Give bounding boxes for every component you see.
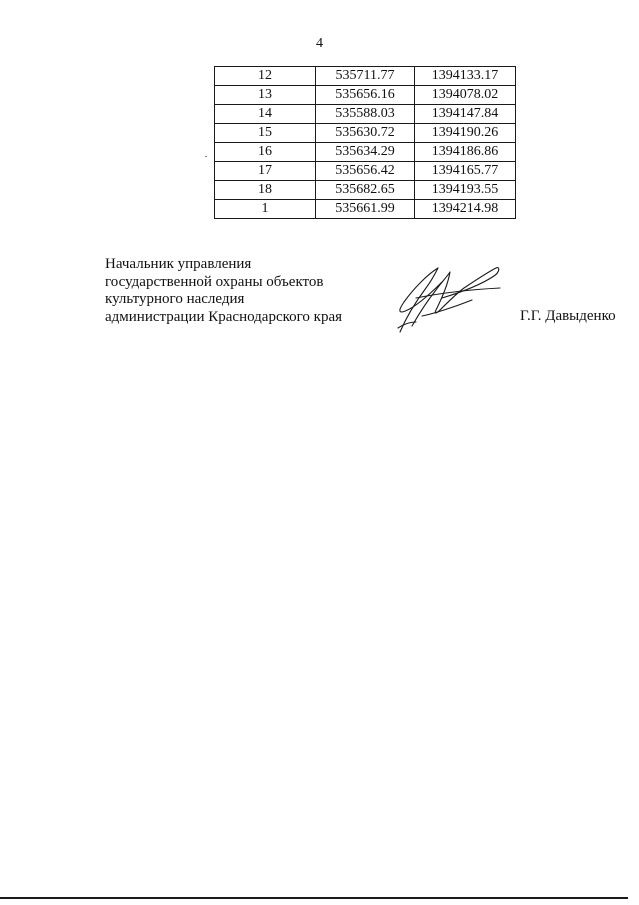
- handwritten-signature: [392, 258, 504, 334]
- y-coordinate-cell: 1394214.98: [415, 200, 516, 219]
- page-number: 4: [316, 36, 323, 51]
- table-row: [215, 143, 516, 162]
- signer-title-line: государственной охраны объектов: [105, 273, 324, 290]
- x-coordinate-cell: 535656.16: [316, 86, 415, 105]
- signer-title-line: культурного наследия: [105, 291, 245, 307]
- signer-title-line: администрации Краснодарского края: [105, 308, 343, 325]
- table-row: [215, 200, 516, 219]
- table-row: [215, 124, 516, 143]
- point-number-cell: 16: [215, 143, 316, 162]
- table-row: [215, 181, 516, 200]
- coordinates-table-body: [215, 67, 516, 219]
- point-number-cell: 13: [215, 86, 316, 105]
- table-row: [215, 86, 516, 105]
- scan-speck: [205, 156, 207, 157]
- point-number-cell: 1: [215, 200, 316, 219]
- point-number-cell: 14: [215, 105, 316, 124]
- y-coordinate-cell: 1394133.17: [415, 67, 516, 86]
- point-number-cell: 17: [215, 162, 316, 181]
- x-coordinate-cell: 535661.99: [316, 200, 415, 219]
- y-coordinate-cell: 1394147.84: [415, 105, 516, 124]
- table-row: [215, 105, 516, 124]
- y-coordinate-cell: 1394190.26: [415, 124, 516, 143]
- x-coordinate-cell: 535656.42: [316, 162, 415, 181]
- x-coordinate-cell: 535588.03: [316, 105, 415, 124]
- x-coordinate-cell: 535711.77: [316, 67, 415, 86]
- y-coordinate-cell: 1394186.86: [415, 143, 516, 162]
- y-coordinate-cell: 1394165.77: [415, 162, 516, 181]
- signer-title-block: [105, 256, 342, 326]
- table-row: [215, 67, 516, 86]
- y-coordinate-cell: 1394193.55: [415, 181, 516, 200]
- signer-title-line: Начальник управления: [105, 256, 252, 272]
- signer-name: Г.Г. Давыденко: [520, 308, 616, 324]
- x-coordinate-cell: 535634.29: [316, 143, 415, 162]
- point-number-cell: 15: [215, 124, 316, 143]
- x-coordinate-cell: 535630.72: [316, 124, 415, 143]
- coordinates-table: [214, 66, 516, 219]
- point-number-cell: 12: [215, 67, 316, 86]
- table-row: [215, 162, 516, 181]
- y-coordinate-cell: 1394078.02: [415, 86, 516, 105]
- bottom-rule: [0, 897, 628, 899]
- point-number-cell: 18: [215, 181, 316, 200]
- x-coordinate-cell: 535682.65: [316, 181, 415, 200]
